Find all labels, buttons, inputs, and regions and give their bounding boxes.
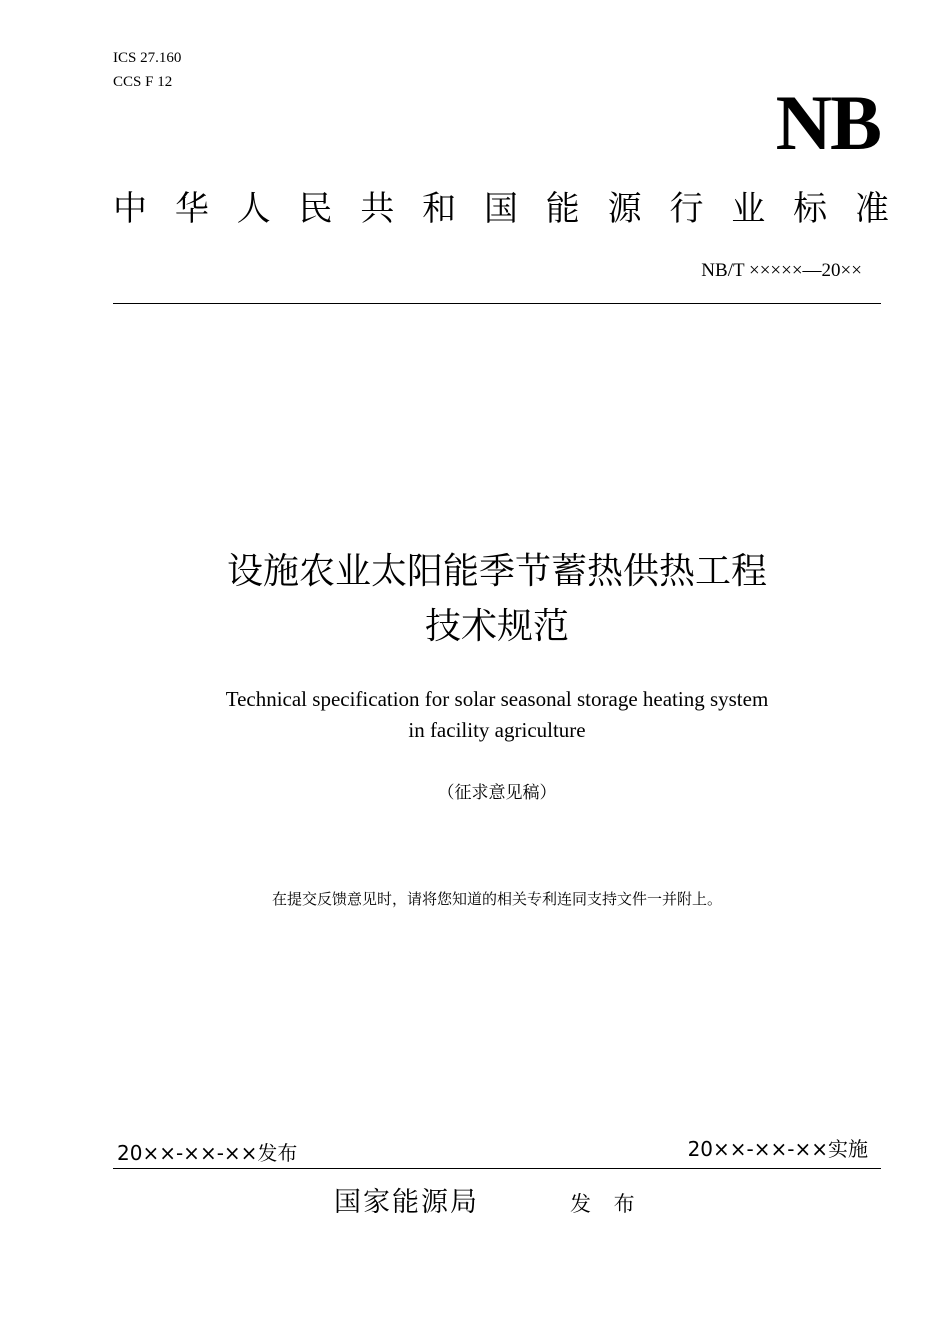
- issuing-authority: 国家能源局: [334, 1187, 479, 1218]
- organization-title: [113, 188, 889, 230]
- org-title-char: 准: [854, 189, 889, 229]
- english-title-line-1: Technical specification for solar seasonal storage heating system: [225, 687, 769, 711]
- chinese-title-line-1: 设施农业太阳能季节蓄热供热工程: [226, 551, 767, 592]
- org-title-char: 标: [793, 189, 828, 229]
- english-title-line-2: in facility agriculture: [408, 718, 586, 742]
- ccs-code: CCS F 12: [113, 74, 173, 90]
- footer-divider: [113, 1168, 881, 1169]
- nb-logo: NB: [775, 79, 880, 166]
- org-title-char: 共: [360, 189, 395, 229]
- org-title-char: 中: [113, 189, 147, 229]
- org-title-char: 能: [545, 189, 580, 229]
- ics-code: ICS 27.160: [113, 50, 182, 66]
- patent-notice: 在提交反馈意见时，请将您知道的相关专利连同支持文件一并附上。: [271, 892, 722, 908]
- chinese-title-line-2: 技术规范: [424, 606, 569, 647]
- implement-date: 20××-××-××实施: [687, 1137, 868, 1161]
- org-title-char: 业: [731, 189, 766, 229]
- publish-date: 20××-××-××发布: [117, 1141, 298, 1165]
- header-divider: [113, 303, 881, 304]
- draft-label: （征求意见稿）: [437, 783, 557, 802]
- org-title-char: 民: [298, 189, 333, 229]
- org-title-char: 国: [483, 189, 518, 229]
- org-title-char: 和: [422, 189, 457, 229]
- org-title-char: 华: [174, 189, 209, 229]
- org-title-char: 源: [607, 189, 642, 229]
- org-title-char: 行: [669, 189, 704, 229]
- issue-word: 发 布: [570, 1192, 643, 1216]
- org-title-char: 人: [236, 189, 271, 229]
- standard-number: NB/T ×××××—20××: [701, 260, 862, 281]
